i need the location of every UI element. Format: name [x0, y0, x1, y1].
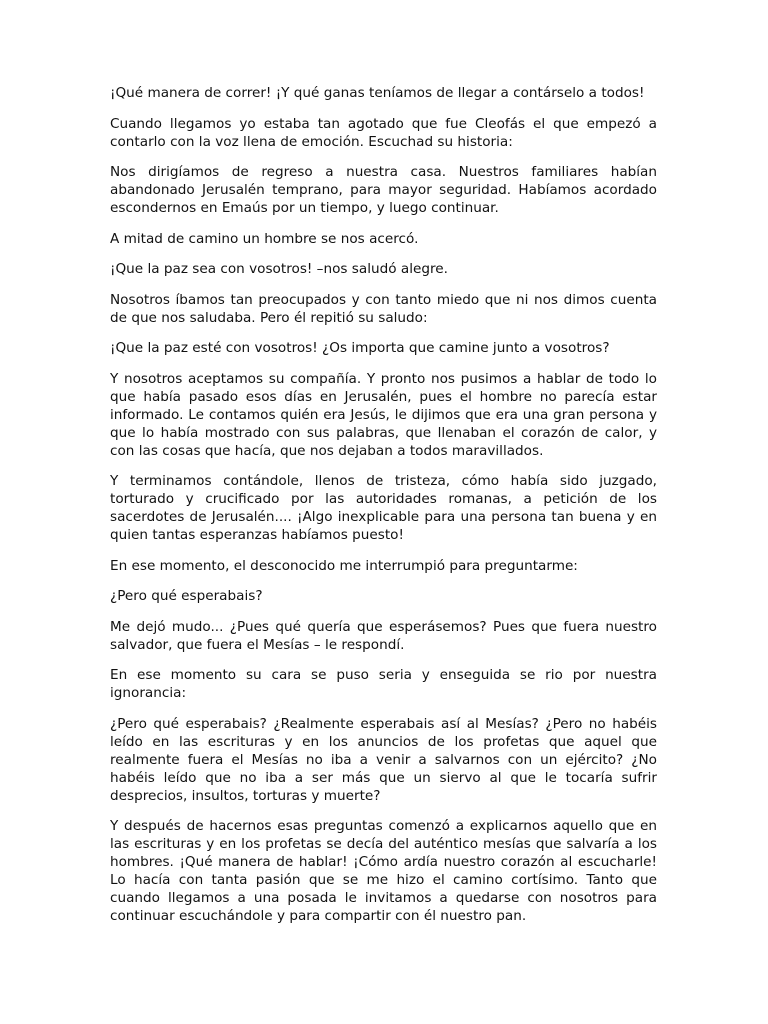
paragraph-14: ¿Pero qué esperabais? ¿Realmente esperabais así al Mesías? ¿Pero no habéis leído en las escrituras y en los anuncios de los profetas que aquel que realmente fuera el Mesías no iba a venir a salvarnos con un ejército? ¿No habéis leído que no iba a ser más que un siervo al que le tocaría sufrir desprecios, insultos, torturas y muerte?: [110, 715, 657, 804]
paragraph-5: ¡Que la paz sea con vosotros! –nos saludó alegre.: [110, 261, 448, 277]
paragraph-13: En ese momento su cara se puso seria y enseguida se rio por nuestra ignorancia:: [110, 667, 657, 701]
paragraph-12: Me dejó mudo... ¿Pues qué quería que esperásemos? Pues que fuera nuestro salvador, que fuera el Mesías – le respondí.: [110, 618, 657, 653]
paragraph-11: ¿Pero qué esperabais?: [110, 588, 263, 604]
paragraph-10: En ese momento, el desconocido me interrumpió para preguntarme:: [110, 557, 578, 574]
paragraph-6: Nosotros íbamos tan preocupados y con tanto miedo que ni nos dimos cuenta de que nos saludaba. Pero él repitió su saludo:: [110, 291, 657, 326]
paragraph-7: ¡Que la paz esté con vosotros! ¿Os importa que camine junto a vosotros?: [110, 340, 610, 356]
paragraph-15: Y después de hacernos esas preguntas comenzó a explicarnos aquello que en las escrituras y en los profetas se decía del auténtico mesías que salvaría a los hombres. ¡Qué manera de hablar! ¡Cómo ardía nuestro corazón al escucharle! Lo hacía con tanta pasión que se me hizo el camino cortísimo. Tanto que cuando llegamos a una posada le invitamos a quedarse con nosotros para continuar escuchándole y para compartir con él nuestro pan.: [110, 818, 657, 924]
paragraph-2: Cuando llegamos yo estaba tan agotado que fue Cleofás el que empezó a contarlo con la voz llena de emoción. Escuchad su historia:: [110, 115, 657, 150]
paragraph-8: Y nosotros aceptamos su compañía. Y pronto nos pusimos a hablar de todo lo que había pasado esos días en Jerusalén, pues el hombre no parecía estar informado. Le contamos quién era Jesús, le dijimos que era una gran persona y que lo había mostrado con sus palabras, que llenaban el corazón de calor, y con las cosas que hacía, que nos dejaban a todos maravillados.: [110, 370, 657, 459]
paragraph-4: A mitad de camino un hombre se nos acercó.: [110, 230, 419, 247]
paragraph-1: ¡Qué manera de correr! ¡Y qué ganas teníamos de llegar a contárselo a todos!: [110, 85, 645, 101]
paragraph-3: Nos dirigíamos de regreso a nuestra casa. Nuestros familiares habían abandonado Jerusalén temprano, para mayor seguridad. Habíamos acordado escondernos en Emaús por un tiempo, y luego continuar.: [110, 164, 657, 216]
document-body: [110, 84, 657, 938]
paragraph-9: Y terminamos contándole, llenos de tristeza, cómo había sido juzgado, torturado y crucificado por las autoridades romanas, a petición de los sacerdotes de Jerusalén.... ¡Algo inexplicable para una persona tan buena y en quien tantas esperanzas habíamos puesto!: [110, 473, 657, 543]
